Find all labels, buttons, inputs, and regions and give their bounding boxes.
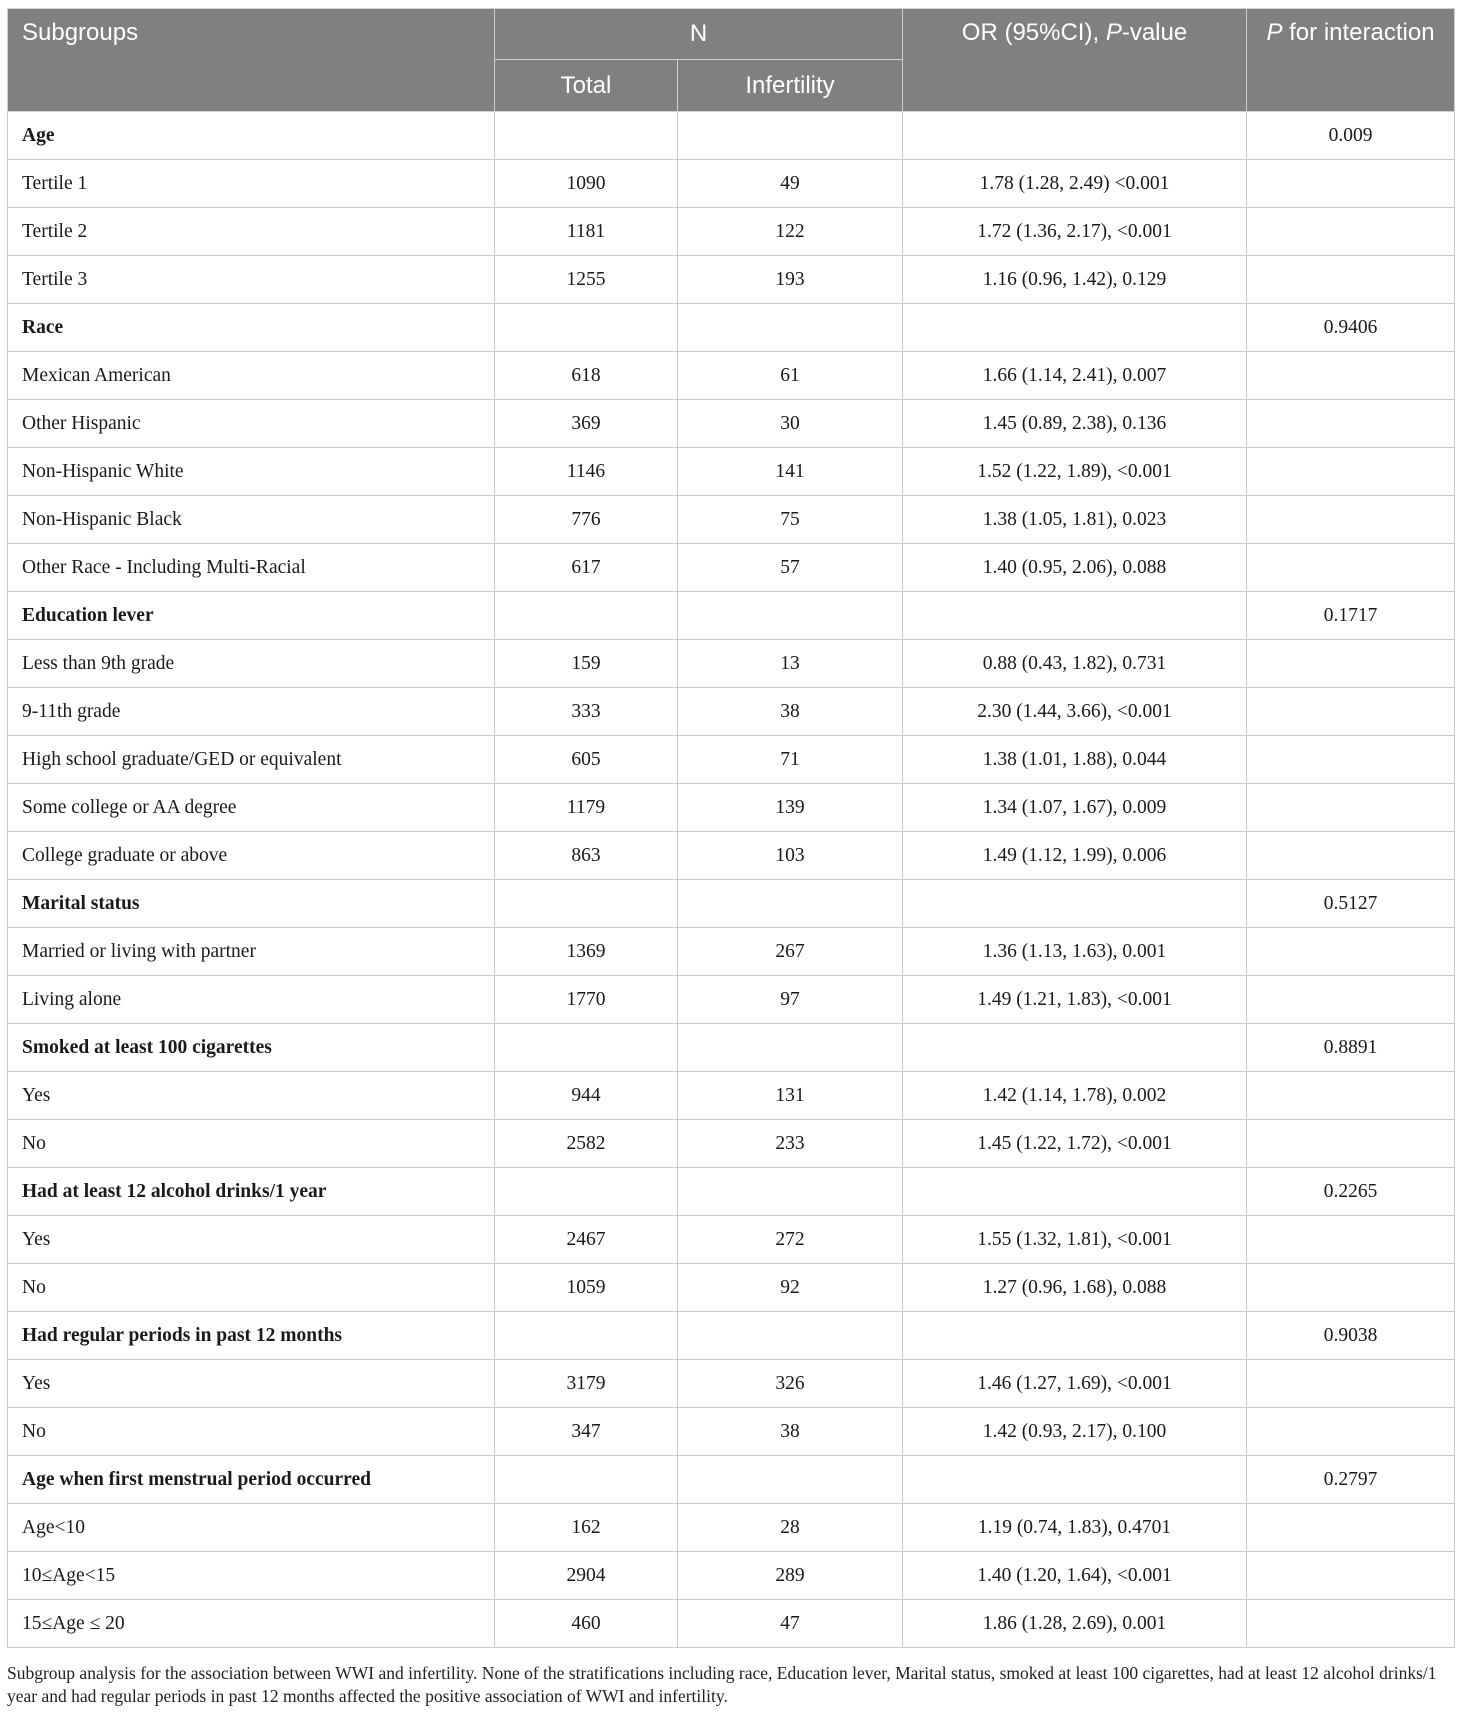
infertility-cell: 47 [678,1600,903,1648]
infertility-cell: 38 [678,1408,903,1456]
total-cell: 333 [495,688,678,736]
table-body [8,112,1455,1648]
p-interaction-cell [1247,688,1455,736]
total-cell: 1369 [495,928,678,976]
table-row [8,1120,1455,1168]
or-cell: 1.36 (1.13, 1.63), 0.001 [903,928,1247,976]
total-cell: 617 [495,544,678,592]
infertility-cell [678,592,903,640]
table-row [8,1264,1455,1312]
header-or [903,9,1247,112]
infertility-cell: 289 [678,1552,903,1600]
table-row [8,544,1455,592]
infertility-cell: 71 [678,736,903,784]
table-caption: Subgroup analysis for the association between WWI and infertility. None of the stratifications including race, Education lever, Marital status, smoked at least 100 cigarettes, had at least 12 alcohol drinks/1 year and had regular periods in past 12 months affected the positive association of WWI and infertility. [7,1663,1437,1706]
header-n: N [495,9,903,60]
infertility-cell: 75 [678,496,903,544]
or-cell: 1.42 (1.14, 1.78), 0.002 [903,1072,1247,1120]
or-cell: 1.66 (1.14, 2.41), 0.007 [903,352,1247,400]
table-row [8,256,1455,304]
subgroup-cell: 15≤Age ≤ 20 [8,1600,495,1648]
p-interaction-cell [1247,1360,1455,1408]
group-row [8,304,1455,352]
table-row [8,208,1455,256]
or-cell: 1.40 (1.20, 1.64), <0.001 [903,1552,1247,1600]
infertility-cell: 92 [678,1264,903,1312]
group-row [8,1312,1455,1360]
p-interaction-cell [1247,400,1455,448]
infertility-cell [678,1168,903,1216]
subgroup-cell: Tertile 3 [8,256,495,304]
or-cell [903,592,1247,640]
header-subgroups: Subgroups [8,9,495,112]
total-cell [495,304,678,352]
subgroup-cell: High school graduate/GED or equivalent [8,736,495,784]
total-cell [495,1024,678,1072]
p-interaction-cell: 0.8891 [1247,1024,1455,1072]
group-row [8,1456,1455,1504]
or-cell: 1.72 (1.36, 2.17), <0.001 [903,208,1247,256]
infertility-cell: 13 [678,640,903,688]
infertility-cell: 122 [678,208,903,256]
header-p-italic: P [1266,19,1283,46]
or-cell [903,112,1247,160]
p-interaction-cell: 0.2797 [1247,1456,1455,1504]
infertility-cell [678,304,903,352]
group-row [8,880,1455,928]
infertility-cell: 97 [678,976,903,1024]
subgroup-cell: 9-11th grade [8,688,495,736]
or-cell [903,880,1247,928]
subgroup-cell: Yes [8,1072,495,1120]
or-cell [903,1456,1247,1504]
p-interaction-cell [1247,544,1455,592]
or-cell [903,1168,1247,1216]
subgroup-cell: College graduate or above [8,832,495,880]
p-interaction-cell [1247,352,1455,400]
table-row [8,688,1455,736]
total-cell: 618 [495,352,678,400]
or-cell: 1.42 (0.93, 2.17), 0.100 [903,1408,1247,1456]
total-cell [495,592,678,640]
infertility-cell: 61 [678,352,903,400]
subgroup-cell: No [8,1120,495,1168]
table-row [8,352,1455,400]
table-row [8,400,1455,448]
total-cell: 1181 [495,208,678,256]
total-cell: 605 [495,736,678,784]
total-cell: 159 [495,640,678,688]
total-cell: 1146 [495,448,678,496]
subgroup-cell: Age [8,112,495,160]
or-cell: 1.38 (1.01, 1.88), 0.044 [903,736,1247,784]
group-row [8,112,1455,160]
total-cell: 3179 [495,1360,678,1408]
infertility-cell: 326 [678,1360,903,1408]
table-row [8,160,1455,208]
total-cell [495,880,678,928]
or-cell [903,304,1247,352]
p-interaction-cell [1247,256,1455,304]
or-cell: 1.52 (1.22, 1.89), <0.001 [903,448,1247,496]
infertility-cell: 49 [678,160,903,208]
subgroup-cell: Had at least 12 alcohol drinks/1 year [8,1168,495,1216]
or-cell: 1.40 (0.95, 2.06), 0.088 [903,544,1247,592]
p-interaction-cell [1247,832,1455,880]
p-interaction-cell: 0.9038 [1247,1312,1455,1360]
subgroup-cell: Tertile 1 [8,160,495,208]
total-cell [495,1456,678,1504]
subgroup-cell: Age when first menstrual period occurred [8,1456,495,1504]
infertility-cell: 131 [678,1072,903,1120]
p-interaction-cell: 0.9406 [1247,304,1455,352]
p-interaction-cell: 0.5127 [1247,880,1455,928]
or-cell: 1.27 (0.96, 1.68), 0.088 [903,1264,1247,1312]
infertility-cell: 103 [678,832,903,880]
infertility-cell [678,880,903,928]
infertility-cell [678,112,903,160]
p-interaction-cell [1247,1552,1455,1600]
or-cell: 1.55 (1.32, 1.81), <0.001 [903,1216,1247,1264]
subgroup-cell: Some college or AA degree [8,784,495,832]
subgroup-cell: No [8,1264,495,1312]
p-interaction-cell [1247,1216,1455,1264]
p-interaction-cell [1247,1504,1455,1552]
subgroup-cell: No [8,1408,495,1456]
table-row [8,832,1455,880]
subgroup-cell: Less than 9th grade [8,640,495,688]
or-cell: 1.78 (1.28, 2.49) <0.001 [903,160,1247,208]
or-cell: 1.19 (0.74, 1.83), 0.4701 [903,1504,1247,1552]
or-cell: 1.86 (1.28, 2.69), 0.001 [903,1600,1247,1648]
header-p-interaction [1247,9,1455,112]
group-row [8,1168,1455,1216]
total-cell [495,112,678,160]
table-row [8,784,1455,832]
infertility-cell: 141 [678,448,903,496]
subgroup-cell: Age<10 [8,1504,495,1552]
table-row [8,976,1455,1024]
total-cell: 162 [495,1504,678,1552]
header-or-suffix: -value [1121,19,1188,46]
header-or-prefix: OR (95%CI), [961,19,1106,46]
total-cell: 944 [495,1072,678,1120]
infertility-cell: 267 [678,928,903,976]
table-row [8,1216,1455,1264]
total-cell: 1770 [495,976,678,1024]
p-interaction-cell [1247,160,1455,208]
table-row [8,1072,1455,1120]
subgroup-cell: Marital status [8,880,495,928]
subgroup-cell: Tertile 2 [8,208,495,256]
p-interaction-cell [1247,784,1455,832]
p-interaction-cell [1247,736,1455,784]
subgroup-cell: Smoked at least 100 cigarettes [8,1024,495,1072]
p-interaction-cell [1247,640,1455,688]
subgroup-cell: Yes [8,1216,495,1264]
or-cell: 1.49 (1.21, 1.83), <0.001 [903,976,1247,1024]
p-interaction-cell [1247,1408,1455,1456]
p-interaction-cell [1247,976,1455,1024]
subgroup-cell: 10≤Age<15 [8,1552,495,1600]
total-cell [495,1168,678,1216]
subgroup-cell: Mexican American [8,352,495,400]
infertility-cell: 30 [678,400,903,448]
total-cell: 347 [495,1408,678,1456]
or-cell: 2.30 (1.44, 3.66), <0.001 [903,688,1247,736]
or-cell: 1.16 (0.96, 1.42), 0.129 [903,256,1247,304]
infertility-cell [678,1456,903,1504]
total-cell: 1059 [495,1264,678,1312]
subgroup-cell: Non-Hispanic Black [8,496,495,544]
infertility-cell: 139 [678,784,903,832]
table-row [8,1600,1455,1648]
subgroup-cell: Living alone [8,976,495,1024]
total-cell: 1255 [495,256,678,304]
table-row [8,1360,1455,1408]
subgroup-cell: Race [8,304,495,352]
total-cell: 2904 [495,1552,678,1600]
subgroup-cell: Other Race - Including Multi-Racial [8,544,495,592]
infertility-cell: 193 [678,256,903,304]
or-cell: 1.45 (1.22, 1.72), <0.001 [903,1120,1247,1168]
subgroup-cell: Had regular periods in past 12 months [8,1312,495,1360]
total-cell: 1179 [495,784,678,832]
group-row [8,592,1455,640]
infertility-cell: 28 [678,1504,903,1552]
p-interaction-cell: 0.1717 [1247,592,1455,640]
table-row [8,640,1455,688]
table-header [8,9,1455,112]
table-row [8,1552,1455,1600]
table-row [8,928,1455,976]
table-row [8,496,1455,544]
or-cell [903,1024,1247,1072]
p-interaction-cell [1247,1600,1455,1648]
infertility-cell: 233 [678,1120,903,1168]
table-row [8,1504,1455,1552]
infertility-cell [678,1312,903,1360]
total-cell: 776 [495,496,678,544]
total-cell: 2467 [495,1216,678,1264]
p-interaction-cell [1247,496,1455,544]
or-cell: 1.45 (0.89, 2.38), 0.136 [903,400,1247,448]
subgroup-cell: Married or living with partner [8,928,495,976]
p-interaction-cell [1247,448,1455,496]
infertility-cell: 38 [678,688,903,736]
total-cell: 460 [495,1600,678,1648]
subgroup-table-container [7,8,1454,1648]
or-cell: 1.38 (1.05, 1.81), 0.023 [903,496,1247,544]
p-interaction-cell [1247,208,1455,256]
p-interaction-cell [1247,928,1455,976]
or-cell: 0.88 (0.43, 1.82), 0.731 [903,640,1247,688]
subgroup-analysis-table [7,8,1455,1648]
table-row [8,736,1455,784]
p-interaction-cell [1247,1120,1455,1168]
table-row [8,1408,1455,1456]
infertility-cell: 272 [678,1216,903,1264]
p-interaction-cell [1247,1264,1455,1312]
p-interaction-cell: 0.2265 [1247,1168,1455,1216]
p-interaction-cell: 0.009 [1247,112,1455,160]
total-cell: 863 [495,832,678,880]
subgroup-cell: Yes [8,1360,495,1408]
table-row [8,448,1455,496]
total-cell: 369 [495,400,678,448]
or-cell: 1.49 (1.12, 1.99), 0.006 [903,832,1247,880]
header-infertility: Infertility [678,60,903,112]
subgroup-cell: Other Hispanic [8,400,495,448]
or-cell [903,1312,1247,1360]
total-cell: 2582 [495,1120,678,1168]
total-cell [495,1312,678,1360]
or-cell: 1.34 (1.07, 1.67), 0.009 [903,784,1247,832]
or-cell: 1.46 (1.27, 1.69), <0.001 [903,1360,1247,1408]
p-interaction-cell [1247,1072,1455,1120]
infertility-cell: 57 [678,544,903,592]
header-p-suffix: for interaction [1282,19,1435,46]
header-total: Total [495,60,678,112]
header-or-p: P [1105,19,1122,46]
group-row [8,1024,1455,1072]
infertility-cell [678,1024,903,1072]
subgroup-cell: Non-Hispanic White [8,448,495,496]
total-cell: 1090 [495,160,678,208]
subgroup-cell: Education lever [8,592,495,640]
